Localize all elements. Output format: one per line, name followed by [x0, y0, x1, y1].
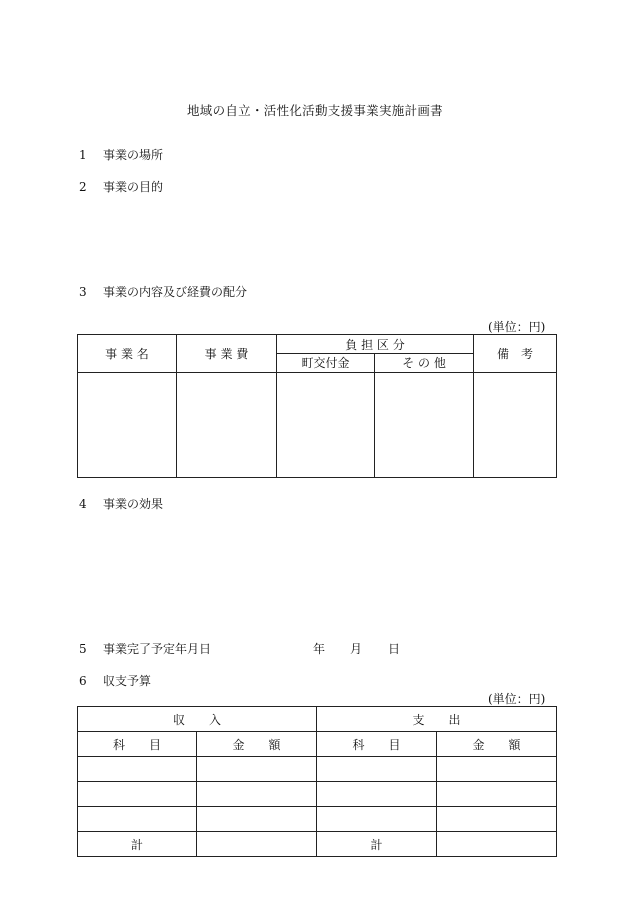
budget-table	[77, 706, 557, 857]
cell-income-amount[interactable]	[197, 757, 317, 782]
cell-town-grant[interactable]	[277, 372, 375, 477]
section-number: 6	[79, 674, 87, 688]
total-row	[78, 832, 557, 857]
month-label: 月	[350, 642, 363, 656]
section-number: 2	[79, 180, 87, 194]
section-4-heading	[79, 495, 163, 512]
cell-expense-item[interactable]	[317, 782, 437, 807]
header-expense-item: 科 目	[317, 732, 437, 757]
section-number: 1	[79, 148, 87, 162]
income-total-amount[interactable]	[197, 832, 317, 857]
cell-expense-amount[interactable]	[437, 782, 557, 807]
cell-income-item[interactable]	[78, 807, 197, 832]
expense-total-amount[interactable]	[437, 832, 557, 857]
section-1-heading	[79, 146, 163, 163]
page-title: 地域の自立・活性化活動支援事業実施計画書	[186, 103, 443, 118]
cell-income-item[interactable]	[78, 782, 197, 807]
table-row	[78, 757, 557, 782]
header-other: そ の 他	[375, 354, 474, 372]
header-project-cost: 事 業 費	[177, 335, 277, 373]
header-remarks: 備 考	[474, 335, 557, 373]
unit-label: (単位：円)	[488, 692, 546, 706]
cell-income-amount[interactable]	[197, 807, 317, 832]
expense-allocation-table	[77, 334, 557, 478]
header-expense: 支 出	[317, 707, 557, 732]
section-5-heading	[79, 640, 211, 657]
section-label: 収支予算	[103, 674, 152, 688]
header-income-item: 科 目	[78, 732, 197, 757]
section-2-heading	[79, 178, 163, 195]
header-income-amount: 金 額	[197, 732, 317, 757]
cell-other[interactable]	[375, 372, 474, 477]
cell-income-item[interactable]	[78, 757, 197, 782]
section-number: 5	[79, 642, 87, 656]
section-label: 事業の場所	[103, 148, 164, 162]
section-number: 4	[79, 497, 87, 511]
table-row	[78, 807, 557, 832]
cell-project-cost[interactable]	[177, 372, 277, 477]
cell-project-name[interactable]	[78, 372, 177, 477]
expense-total-label: 計	[317, 832, 437, 857]
section-label: 事業の目的	[103, 180, 164, 194]
header-income: 収 入	[78, 707, 317, 732]
table-row	[78, 782, 557, 807]
cell-expense-amount[interactable]	[437, 807, 557, 832]
section-number: 3	[79, 285, 87, 299]
cell-income-amount[interactable]	[197, 782, 317, 807]
section-label: 事業の内容及び経費の配分	[103, 285, 248, 299]
section-label: 事業の効果	[103, 497, 164, 511]
header-town-grant: 町交付金	[277, 354, 375, 372]
day-label: 日	[388, 642, 401, 656]
cell-expense-item[interactable]	[317, 757, 437, 782]
section-3-heading	[79, 283, 247, 300]
cell-expense-item[interactable]	[317, 807, 437, 832]
cell-remarks[interactable]	[474, 372, 557, 477]
header-cost-share: 負 担 区 分	[277, 335, 474, 354]
cell-expense-amount[interactable]	[437, 757, 557, 782]
section-label: 事業完了予定年月日	[103, 642, 212, 656]
year-label: 年	[313, 642, 326, 656]
unit-label: (単位：円)	[488, 320, 546, 334]
income-total-label: 計	[78, 832, 197, 857]
header-project-name: 事 業 名	[78, 335, 177, 373]
section-6-heading	[79, 672, 151, 689]
header-expense-amount: 金 額	[437, 732, 557, 757]
